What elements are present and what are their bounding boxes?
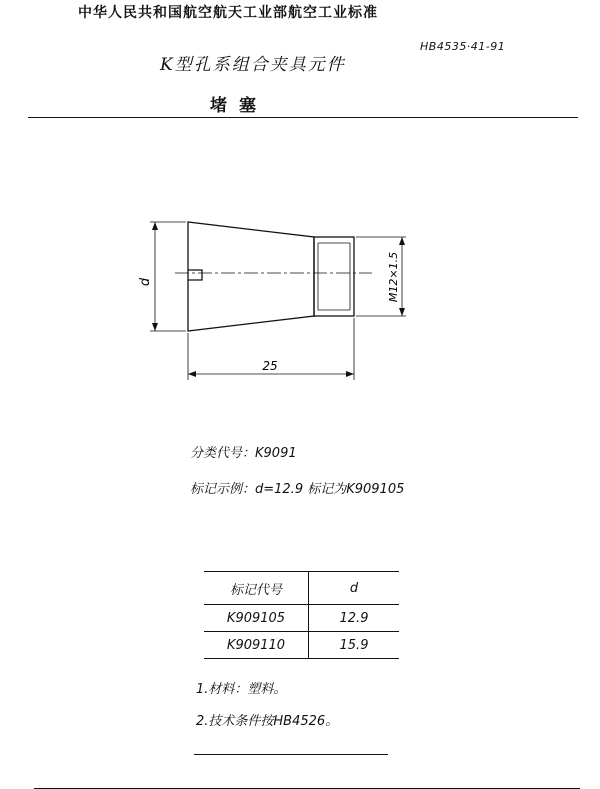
- cell-d: 12.9: [309, 605, 400, 632]
- standard-organization: 中华人民共和国航空航天工业部航空工业标准: [78, 5, 378, 21]
- requirement-material: 1.材料：塑料。: [196, 682, 287, 697]
- header-d: d: [309, 572, 400, 605]
- arrow-thread-bottom: [399, 308, 405, 316]
- arrow-d-bottom: [152, 323, 158, 331]
- marking-example: 标记示例：d=12.9 标记为K909105: [190, 482, 405, 497]
- arrow-length-right: [346, 371, 354, 377]
- header-code: 标记代号: [204, 572, 309, 605]
- table-header-row: [204, 572, 399, 605]
- thread-outline: [314, 237, 354, 316]
- table-row: [204, 632, 399, 659]
- arrow-thread-top: [399, 237, 405, 245]
- plug-body-outline: [188, 222, 314, 331]
- label-length: 25: [262, 359, 278, 373]
- classification-code: 分类代号：K9091: [190, 446, 297, 461]
- cell-d: 15.9: [309, 632, 400, 659]
- table-row: [204, 605, 399, 632]
- label-d: d: [138, 277, 153, 287]
- arrow-length-left: [188, 371, 196, 377]
- label-thread: M12×1.5: [387, 251, 400, 303]
- standard-code: HB4535·41-91: [420, 40, 506, 53]
- requirement-technical: 2.技术条件按HB4526。: [196, 714, 339, 729]
- document-title: K型孔系组合夹具元件: [160, 55, 346, 75]
- end-rule: [194, 754, 388, 755]
- document-subtitle: 堵塞: [210, 96, 268, 116]
- marking-table: [204, 571, 399, 659]
- arrow-d-top: [152, 222, 158, 230]
- cell-code: K909110: [204, 632, 309, 659]
- slot-outline: [188, 270, 202, 280]
- cell-code: K909105: [204, 605, 309, 632]
